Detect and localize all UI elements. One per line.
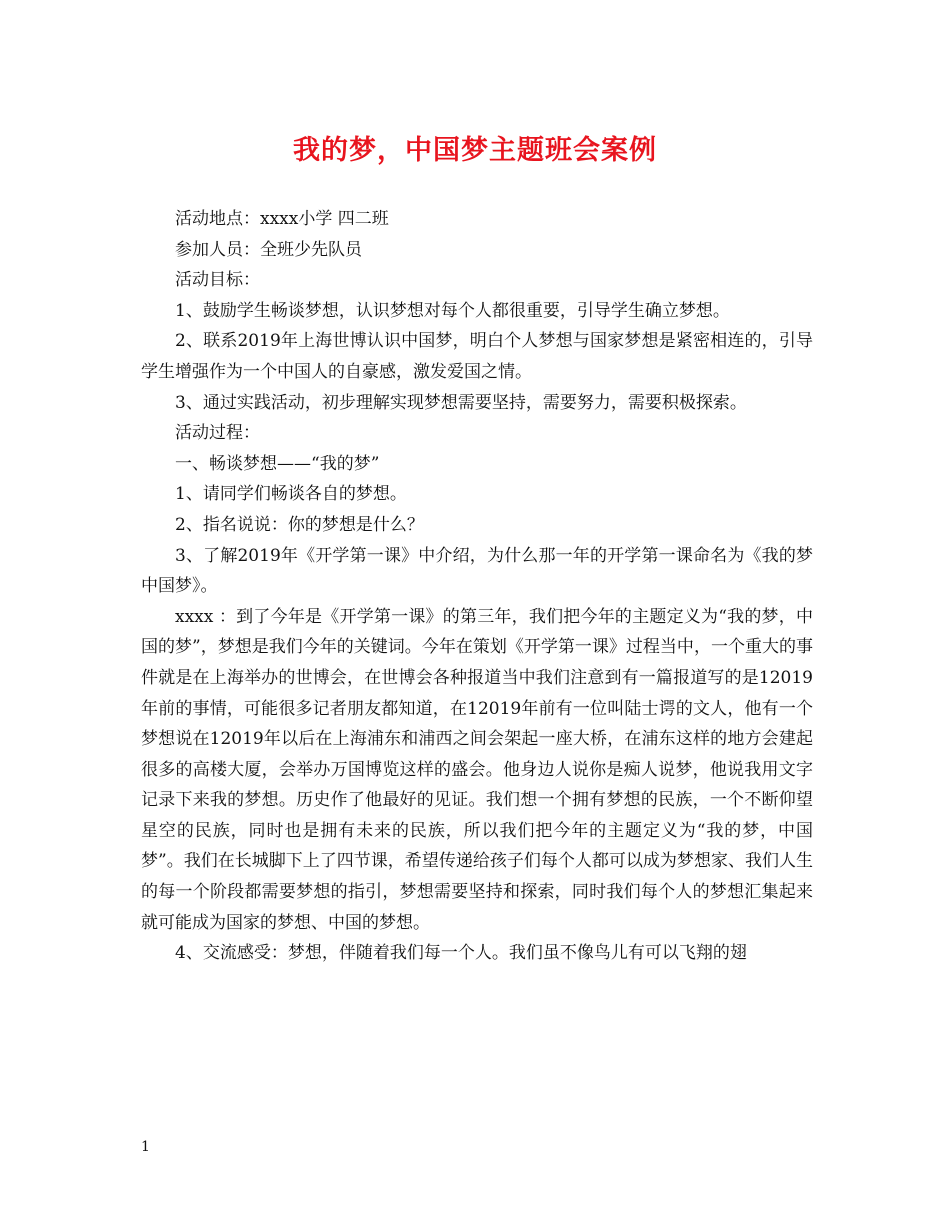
paragraph-participants: 参加人员：全班少先队员 <box>175 239 362 260</box>
paragraph-goal-1: 1、鼓励学生畅谈梦想，认识梦想对每个人都很重要，引导学生确立梦想。 <box>175 300 730 321</box>
paragraph-goals-heading: 活动目标： <box>175 270 260 291</box>
paragraph-quote: xxxx ：到了今年是《开学第一课》的第三年，我们把今年的主题定义为“我的梦，中国的梦”，梦想是我们今年的关键词。今年在策划《开学第一课》过程当中，一个重大的事件就是在上海举办的世博会，在世博会各种报道当中我们注意到有一篇报道写的是12019年前的事情，可能很多记者朋友都知道，在12019年前有一位叫陆士谔的文人，他有一个梦想说在12019年以后在上海浦东和浦西之间会架起一座大桥，在浦东这样的地方会建起很多的高楼大厦，会举办万国博览这样的盛会。他身边人说你是痴人说梦，他说我用文字记录下来我的梦想。历史作了他最好的见证。我们想一个拥有梦想的民族，一个不断仰望星空的民族，同时也是拥有未来的民族，所以我们把今年的主题定义为“我的梦，中国梦”。我们在长城脚下上了四节课，希望传递给孩子们每个人都可以成为梦想家、我们人生的每一个阶段都需要梦想的指引，梦想需要坚持和探索，同时我们每个人的梦想汇集起来就可能成为国家的梦想、中国的梦想。 <box>141 606 813 933</box>
paragraph-step-2: 2、指名说说：你的梦想是什么？ <box>175 514 424 535</box>
document-title: 我的梦，中国梦主题班会案例 <box>293 135 657 166</box>
page-number: 1 <box>141 1139 150 1155</box>
document-body <box>141 204 813 969</box>
paragraph-process-heading: 活动过程： <box>175 423 260 444</box>
paragraph-goal-3: 3、通过实践活动，初步理解实现梦想需要坚持，需要努力，需要积极探索。 <box>175 392 747 413</box>
paragraph-step-3: 3、了解2019年《开学第一课》中介绍，为什么那一年的开学第一课命名为《我的梦 中国梦》。 <box>141 545 813 597</box>
paragraph-step-4: 4、交流感受：梦想，伴随着我们每一个人。我们虽不像鸟儿有可以飞翔的翅 <box>175 943 747 964</box>
paragraph-step-1: 1、请同学们畅谈各自的梦想。 <box>175 484 407 505</box>
paragraph-goal-2: 2、联系2019年上海世博认识中国梦，明白个人梦想与国家梦想是紧密相连的，引导学生增强作为一个中国人的自豪感，激发爱国之情。 <box>141 331 813 382</box>
paragraph-location: 活动地点：xxxx小学 四二班 <box>175 209 389 229</box>
paragraph-section-1-heading: 一、畅谈梦想——“我的梦” <box>175 453 380 474</box>
